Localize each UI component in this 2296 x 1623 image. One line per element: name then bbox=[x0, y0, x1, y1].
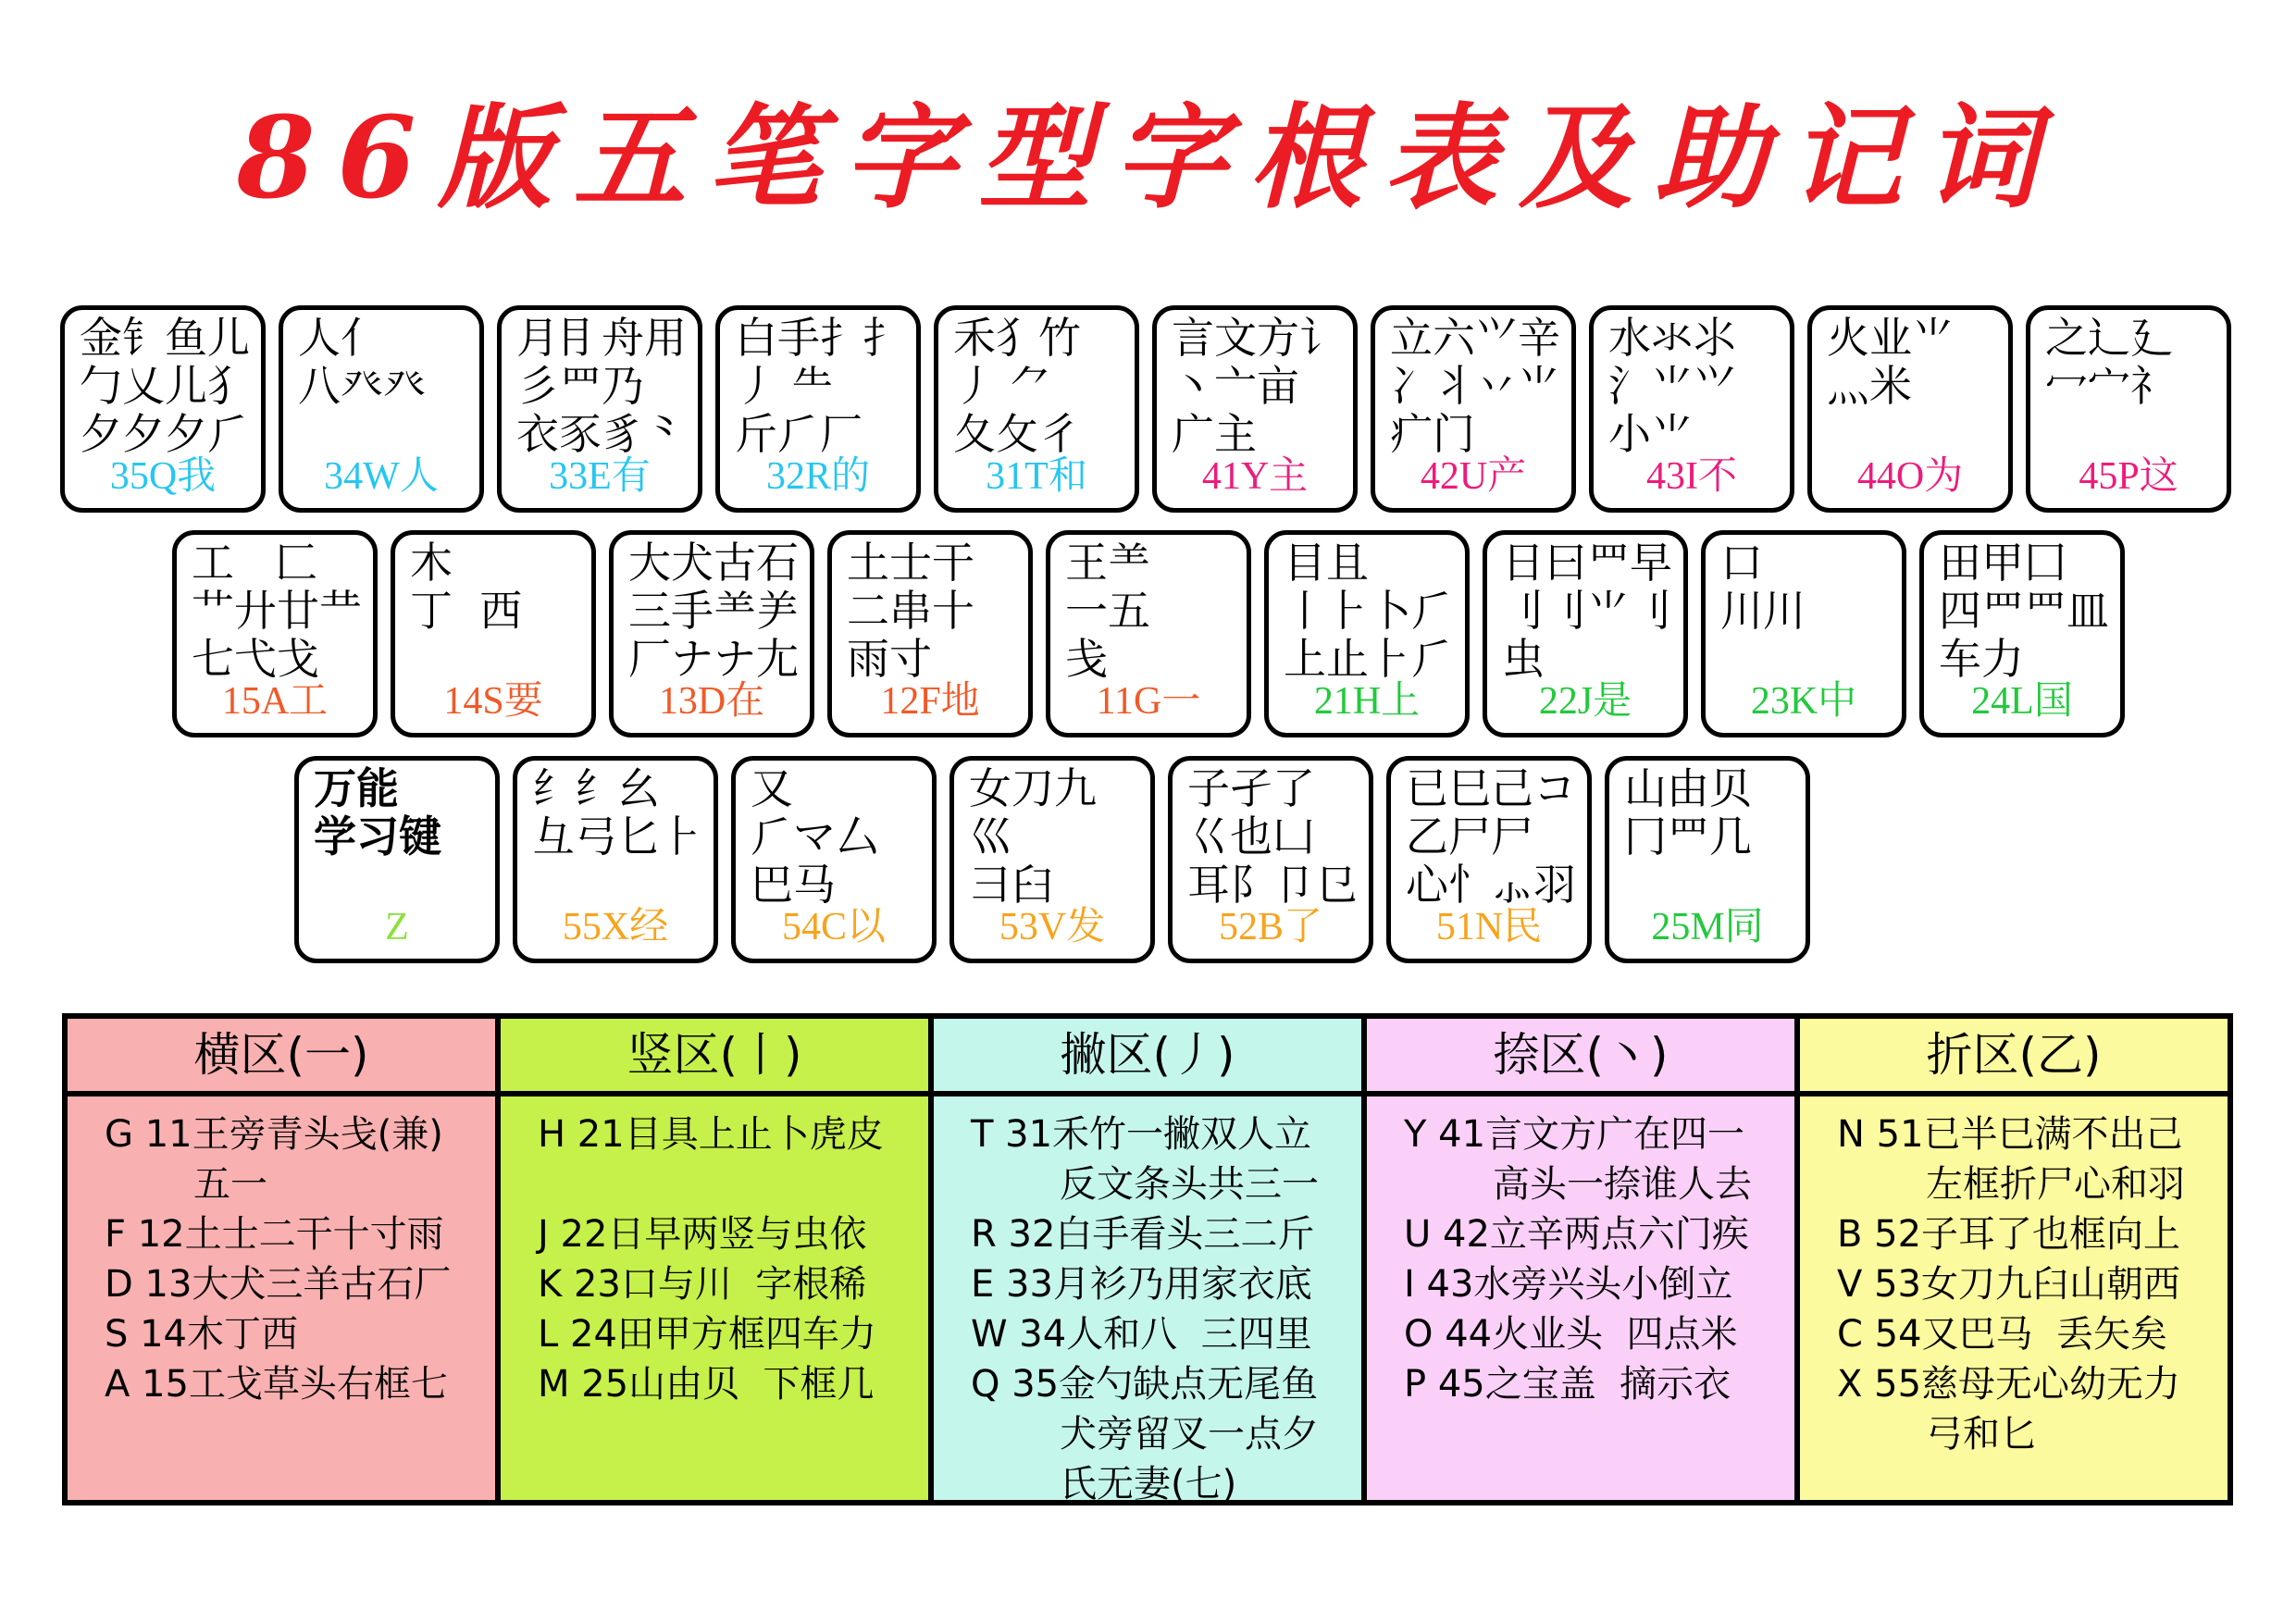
zone-body bbox=[501, 1096, 928, 1409]
key-roots bbox=[298, 314, 470, 410]
root-line: 三手⺷⺶ bbox=[628, 587, 799, 635]
key-label: 14S要 bbox=[443, 680, 543, 723]
key-label: 53V发 bbox=[999, 906, 1106, 948]
key-32R的 bbox=[715, 305, 921, 513]
root-line: 丨⺊卜⺁ bbox=[1284, 587, 1454, 635]
key-43I不 bbox=[1589, 305, 1794, 513]
root-line: 上止⺊⺁ bbox=[1284, 635, 1454, 683]
mnemonic-line: J 22日早两竖与虫依 bbox=[538, 1213, 867, 1256]
key-roots bbox=[1172, 314, 1344, 458]
key-label: 55X经 bbox=[562, 906, 669, 948]
key-label: 12F地 bbox=[880, 680, 980, 723]
root-line: 丁 西 bbox=[410, 587, 523, 635]
key-25M同 bbox=[1605, 756, 1810, 963]
key-21H上 bbox=[1264, 530, 1470, 737]
mnemonic-line: 氏无妻(七) bbox=[1060, 1463, 1237, 1505]
root-line: 疒门 bbox=[1390, 410, 1475, 458]
key-roots bbox=[1390, 314, 1562, 458]
zone-header: 竖区(丨) bbox=[501, 1019, 928, 1096]
mnemonic-line bbox=[538, 1159, 928, 1209]
root-line: 巴马 bbox=[751, 861, 836, 909]
key-roots bbox=[516, 314, 689, 458]
root-line: 火业⺌ bbox=[1827, 314, 1955, 362]
key-12F地 bbox=[827, 530, 1033, 737]
key-45P这 bbox=[2026, 305, 2231, 513]
root-line: 彐臼 bbox=[969, 861, 1054, 909]
key-roots bbox=[751, 764, 923, 909]
key-label: 13D在 bbox=[658, 680, 765, 723]
key-roots bbox=[1406, 764, 1578, 909]
root-line: 目且 bbox=[1284, 539, 1369, 587]
zone-body bbox=[68, 1096, 495, 1409]
key-42U产 bbox=[1371, 305, 1576, 513]
mnemonic-line: K 23口与川 字根稀 bbox=[538, 1263, 867, 1306]
root-line: 冫丬丷⺌ bbox=[1390, 362, 1560, 410]
root-line: 丿 ⺈ bbox=[953, 362, 1052, 410]
key-label: 24L国 bbox=[1971, 680, 2073, 723]
zone-column-2 bbox=[495, 1019, 928, 1500]
mnemonic-line: C 54又巴马 丢矢矣 bbox=[1837, 1313, 2167, 1356]
key-13D在 bbox=[609, 530, 814, 737]
key-55X经 bbox=[513, 756, 718, 963]
zone-header: 折区(乙) bbox=[1800, 1019, 2228, 1096]
root-line: 金钅鱼儿 bbox=[80, 314, 250, 362]
mnemonic-line: A 15工戈草头右框七 bbox=[105, 1363, 448, 1406]
root-line: 衣豕豸⺀ bbox=[516, 410, 687, 458]
key-roots bbox=[1827, 314, 1999, 410]
key-44O为 bbox=[1807, 305, 2013, 513]
key-label: 41Y主 bbox=[1201, 455, 1309, 498]
root-line: 山由贝 bbox=[1624, 764, 1752, 812]
key-roots bbox=[1065, 539, 1237, 683]
root-line: 小⺌ bbox=[1608, 410, 1694, 458]
root-line: 月⺝舟用 bbox=[516, 314, 687, 362]
key-label: 44O为 bbox=[1856, 455, 1964, 498]
root-line: 耳阝卩㔾 bbox=[1187, 861, 1358, 909]
mnemonic-line: Q 35金勺缺点无尾鱼 bbox=[971, 1363, 1319, 1406]
mnemonic-line: Y 41言文方广在四一 bbox=[1404, 1113, 1745, 1156]
mnemonic-line: D 13大犬三羊古石厂 bbox=[105, 1263, 452, 1306]
key-54C以 bbox=[731, 756, 937, 963]
mnemonic-line: E 33月衫乃用家衣底 bbox=[971, 1263, 1312, 1306]
key-33E有 bbox=[497, 305, 702, 513]
root-line: 又 bbox=[751, 764, 793, 812]
key-label: 25M同 bbox=[1651, 906, 1764, 948]
root-line: 氵⺌⺍ bbox=[1608, 362, 1736, 410]
key-roots bbox=[532, 764, 704, 861]
zone-header: 横区(一) bbox=[68, 1019, 495, 1096]
root-line: 王⺷ bbox=[1065, 539, 1150, 587]
root-line: 工 匚 bbox=[192, 539, 317, 587]
root-line: 言文方讠 bbox=[1172, 314, 1342, 362]
key-52B了 bbox=[1168, 756, 1373, 963]
mnemonic-line: O 44火业头 四点米 bbox=[1404, 1313, 1738, 1356]
root-line: 广主 bbox=[1172, 410, 1257, 458]
key-label: 15A工 bbox=[221, 680, 329, 723]
page-title: 86版五笔字型字根表及助记词 bbox=[236, 91, 2060, 224]
mnemonic-line: 弓和匕 bbox=[1926, 1413, 2037, 1456]
zone-body bbox=[1367, 1096, 1794, 1409]
key-34W人 bbox=[279, 305, 484, 513]
key-roots bbox=[1502, 539, 1674, 683]
key-roots bbox=[1624, 764, 1796, 861]
key-22J是 bbox=[1483, 530, 1688, 737]
root-line: 水氺⺢ bbox=[1608, 314, 1736, 362]
root-line: 戋 bbox=[1065, 635, 1108, 683]
key-label: Z bbox=[385, 906, 409, 948]
root-line: 雨寸 bbox=[847, 635, 932, 683]
mnemonic-line: L 24田甲方框四车力 bbox=[538, 1313, 876, 1356]
root-line: 车力 bbox=[1939, 635, 2024, 683]
mnemonic-line: 左框折尸心和羽 bbox=[1926, 1163, 2185, 1206]
key-roots bbox=[969, 764, 1141, 909]
mnemonic-line: P 45之宝盖 摘示衣 bbox=[1404, 1363, 1731, 1406]
mnemonic-line: R 32白手看头三二斤 bbox=[971, 1213, 1315, 1256]
root-line: 心忄⺗羽 bbox=[1406, 861, 1576, 909]
mnemonic-line: M 25山由贝 下框几 bbox=[538, 1363, 875, 1406]
zone-column-5 bbox=[1794, 1019, 2228, 1500]
key-label: 23K中 bbox=[1750, 680, 1857, 723]
root-line: 丶亠亩 bbox=[1172, 362, 1299, 410]
root-line: 口 bbox=[1720, 539, 1763, 587]
mnemonic-line: W 34人和八 三四里 bbox=[971, 1313, 1312, 1356]
key-label: 51N民 bbox=[1435, 906, 1543, 948]
key-roots bbox=[1284, 539, 1456, 683]
root-line: 乙尸尸 bbox=[1406, 812, 1533, 861]
key-23K中 bbox=[1701, 530, 1906, 737]
key-roots bbox=[847, 539, 1019, 683]
root-line: 已巳己コ bbox=[1406, 764, 1576, 812]
root-line: 木 bbox=[410, 539, 453, 587]
root-line: 灬米 bbox=[1827, 362, 1912, 410]
key-label: 33E有 bbox=[549, 455, 651, 498]
key-roots bbox=[80, 314, 252, 458]
root-line: 田甲囗 bbox=[1939, 539, 2066, 587]
key-label: 45P这 bbox=[2079, 455, 2178, 498]
root-line: 纟纟幺 bbox=[532, 764, 660, 812]
zone-column-1 bbox=[68, 1019, 495, 1500]
zone-body bbox=[934, 1096, 1361, 1509]
mnemonic-line: F 12土士二干十寸雨 bbox=[105, 1213, 444, 1256]
root-line: 日曰⺫早 bbox=[1502, 539, 1672, 587]
zone-column-3 bbox=[928, 1019, 1361, 1505]
mnemonic-line: H 21目具上止卜虎皮 bbox=[538, 1113, 884, 1156]
root-line: 女刀九 bbox=[969, 764, 1097, 812]
mnemonic-line: I 43水旁兴头小倒立 bbox=[1404, 1263, 1733, 1306]
key-roots bbox=[628, 539, 800, 683]
key-label: 54C以 bbox=[781, 906, 886, 948]
key-24L国 bbox=[1919, 530, 2125, 737]
root-line: 之辶廴 bbox=[2045, 314, 2173, 362]
root-line: 川川 bbox=[1720, 587, 1806, 635]
key-Z bbox=[294, 756, 500, 963]
key-roots bbox=[1939, 539, 2111, 683]
mnemonic-line: V 53女刀九臼山朝西 bbox=[1837, 1263, 2180, 1306]
key-roots bbox=[192, 539, 364, 683]
key-35Q我 bbox=[60, 305, 266, 513]
root-line: 四⺫罒皿 bbox=[1939, 587, 2109, 635]
root-line: 白手⺘扌 bbox=[735, 314, 905, 362]
root-line: 巜也凵 bbox=[1187, 812, 1315, 861]
mnemonic-line: 高头一捺谁人去 bbox=[1493, 1163, 1752, 1206]
root-line: 刂刂⺌刂 bbox=[1502, 587, 1672, 635]
key-31T和 bbox=[934, 305, 1139, 513]
root-line: 夕夕夕⺁ bbox=[80, 410, 250, 458]
root-line: ⺁マ厶 bbox=[751, 812, 878, 861]
key-roots bbox=[410, 539, 582, 635]
key-roots bbox=[1608, 314, 1781, 458]
root-line: 虫 bbox=[1502, 635, 1545, 683]
root-line: 子孑了 bbox=[1187, 764, 1315, 812]
zone-body bbox=[1800, 1096, 2228, 1459]
key-roots bbox=[953, 314, 1125, 458]
mnemonic-line: 五一 bbox=[193, 1163, 267, 1206]
key-roots bbox=[735, 314, 907, 458]
root-line: 二串十 bbox=[847, 587, 974, 635]
key-label: 32R的 bbox=[765, 455, 870, 498]
root-line: 人亻 bbox=[298, 314, 383, 362]
mnemonic-line: B 52子耳了也框向上 bbox=[1837, 1213, 2181, 1256]
key-15A工 bbox=[172, 530, 378, 737]
key-roots bbox=[1720, 539, 1893, 635]
root-line: 立六⺍辛 bbox=[1390, 314, 1560, 362]
root-line: 土士干 bbox=[847, 539, 974, 587]
root-line: 彑弓匕⺊ bbox=[532, 812, 702, 861]
root-line: 八癶癶 bbox=[298, 362, 426, 410]
root-line: 丿 ⺧ bbox=[735, 362, 834, 410]
key-roots bbox=[2045, 314, 2217, 410]
key-label: 31T和 bbox=[986, 455, 1087, 498]
mnemonic-line: X 55慈母无心幼无力 bbox=[1837, 1363, 2181, 1406]
key-roots bbox=[314, 764, 486, 861]
root-line: 彡⺫乃 bbox=[516, 362, 644, 410]
mnemonic-line: U 42立辛两点六门疾 bbox=[1404, 1213, 1749, 1256]
mnemonic-line: S 14木丁西 bbox=[105, 1313, 299, 1356]
mnemonic-line: N 51已半巳满不出己 bbox=[1837, 1113, 2183, 1156]
key-label: 42U产 bbox=[1420, 455, 1527, 498]
key-label: 22J是 bbox=[1538, 680, 1632, 723]
root-line: 一五 bbox=[1065, 587, 1150, 635]
key-41Y主 bbox=[1152, 305, 1358, 513]
key-14S要 bbox=[391, 530, 596, 737]
zone-column-4 bbox=[1361, 1019, 1794, 1500]
root-line: 禾⺨竹 bbox=[953, 314, 1081, 362]
root-line: 学习键 bbox=[314, 812, 441, 861]
key-53V发 bbox=[949, 756, 1155, 963]
mnemonic-line: 犬旁留叉一点夕 bbox=[1060, 1413, 1319, 1456]
root-line: 冖宀礻 bbox=[2045, 362, 2173, 410]
root-line: 大犬古石 bbox=[628, 539, 799, 587]
key-51N民 bbox=[1386, 756, 1592, 963]
key-roots bbox=[1187, 764, 1359, 909]
root-line: 七弋戈 bbox=[192, 635, 319, 683]
root-line: 冂⺫几 bbox=[1624, 812, 1752, 861]
key-11G一 bbox=[1046, 530, 1251, 737]
key-label: 43I不 bbox=[1646, 455, 1737, 498]
zone-header: 捺区(丶) bbox=[1367, 1019, 1794, 1096]
root-line: 巛 bbox=[969, 812, 1011, 861]
root-line: 万能 bbox=[314, 764, 399, 812]
mnemonic-line: 反文条头共三一 bbox=[1060, 1163, 1319, 1206]
key-label: 35Q我 bbox=[109, 455, 217, 498]
root-line: 夂攵彳 bbox=[953, 410, 1081, 458]
zone-table bbox=[62, 1013, 2233, 1505]
root-line: 艹廾廿龷 bbox=[192, 587, 362, 635]
key-label: 21H上 bbox=[1313, 680, 1421, 723]
key-label: 11G一 bbox=[1096, 680, 1201, 723]
root-line: 勹乂儿犭 bbox=[80, 362, 250, 410]
root-line: 厂ナナ尢 bbox=[628, 635, 799, 683]
key-label: 52B了 bbox=[1218, 906, 1322, 948]
zone-header: 撇区(丿) bbox=[934, 1019, 1361, 1096]
root-line: 斤⺁厂 bbox=[735, 410, 863, 458]
mnemonic-line: G 11王旁青头戋(兼) bbox=[105, 1113, 443, 1156]
mnemonic-line: T 31禾竹一撇双人立 bbox=[971, 1113, 1312, 1156]
key-label: 34W人 bbox=[324, 455, 439, 498]
